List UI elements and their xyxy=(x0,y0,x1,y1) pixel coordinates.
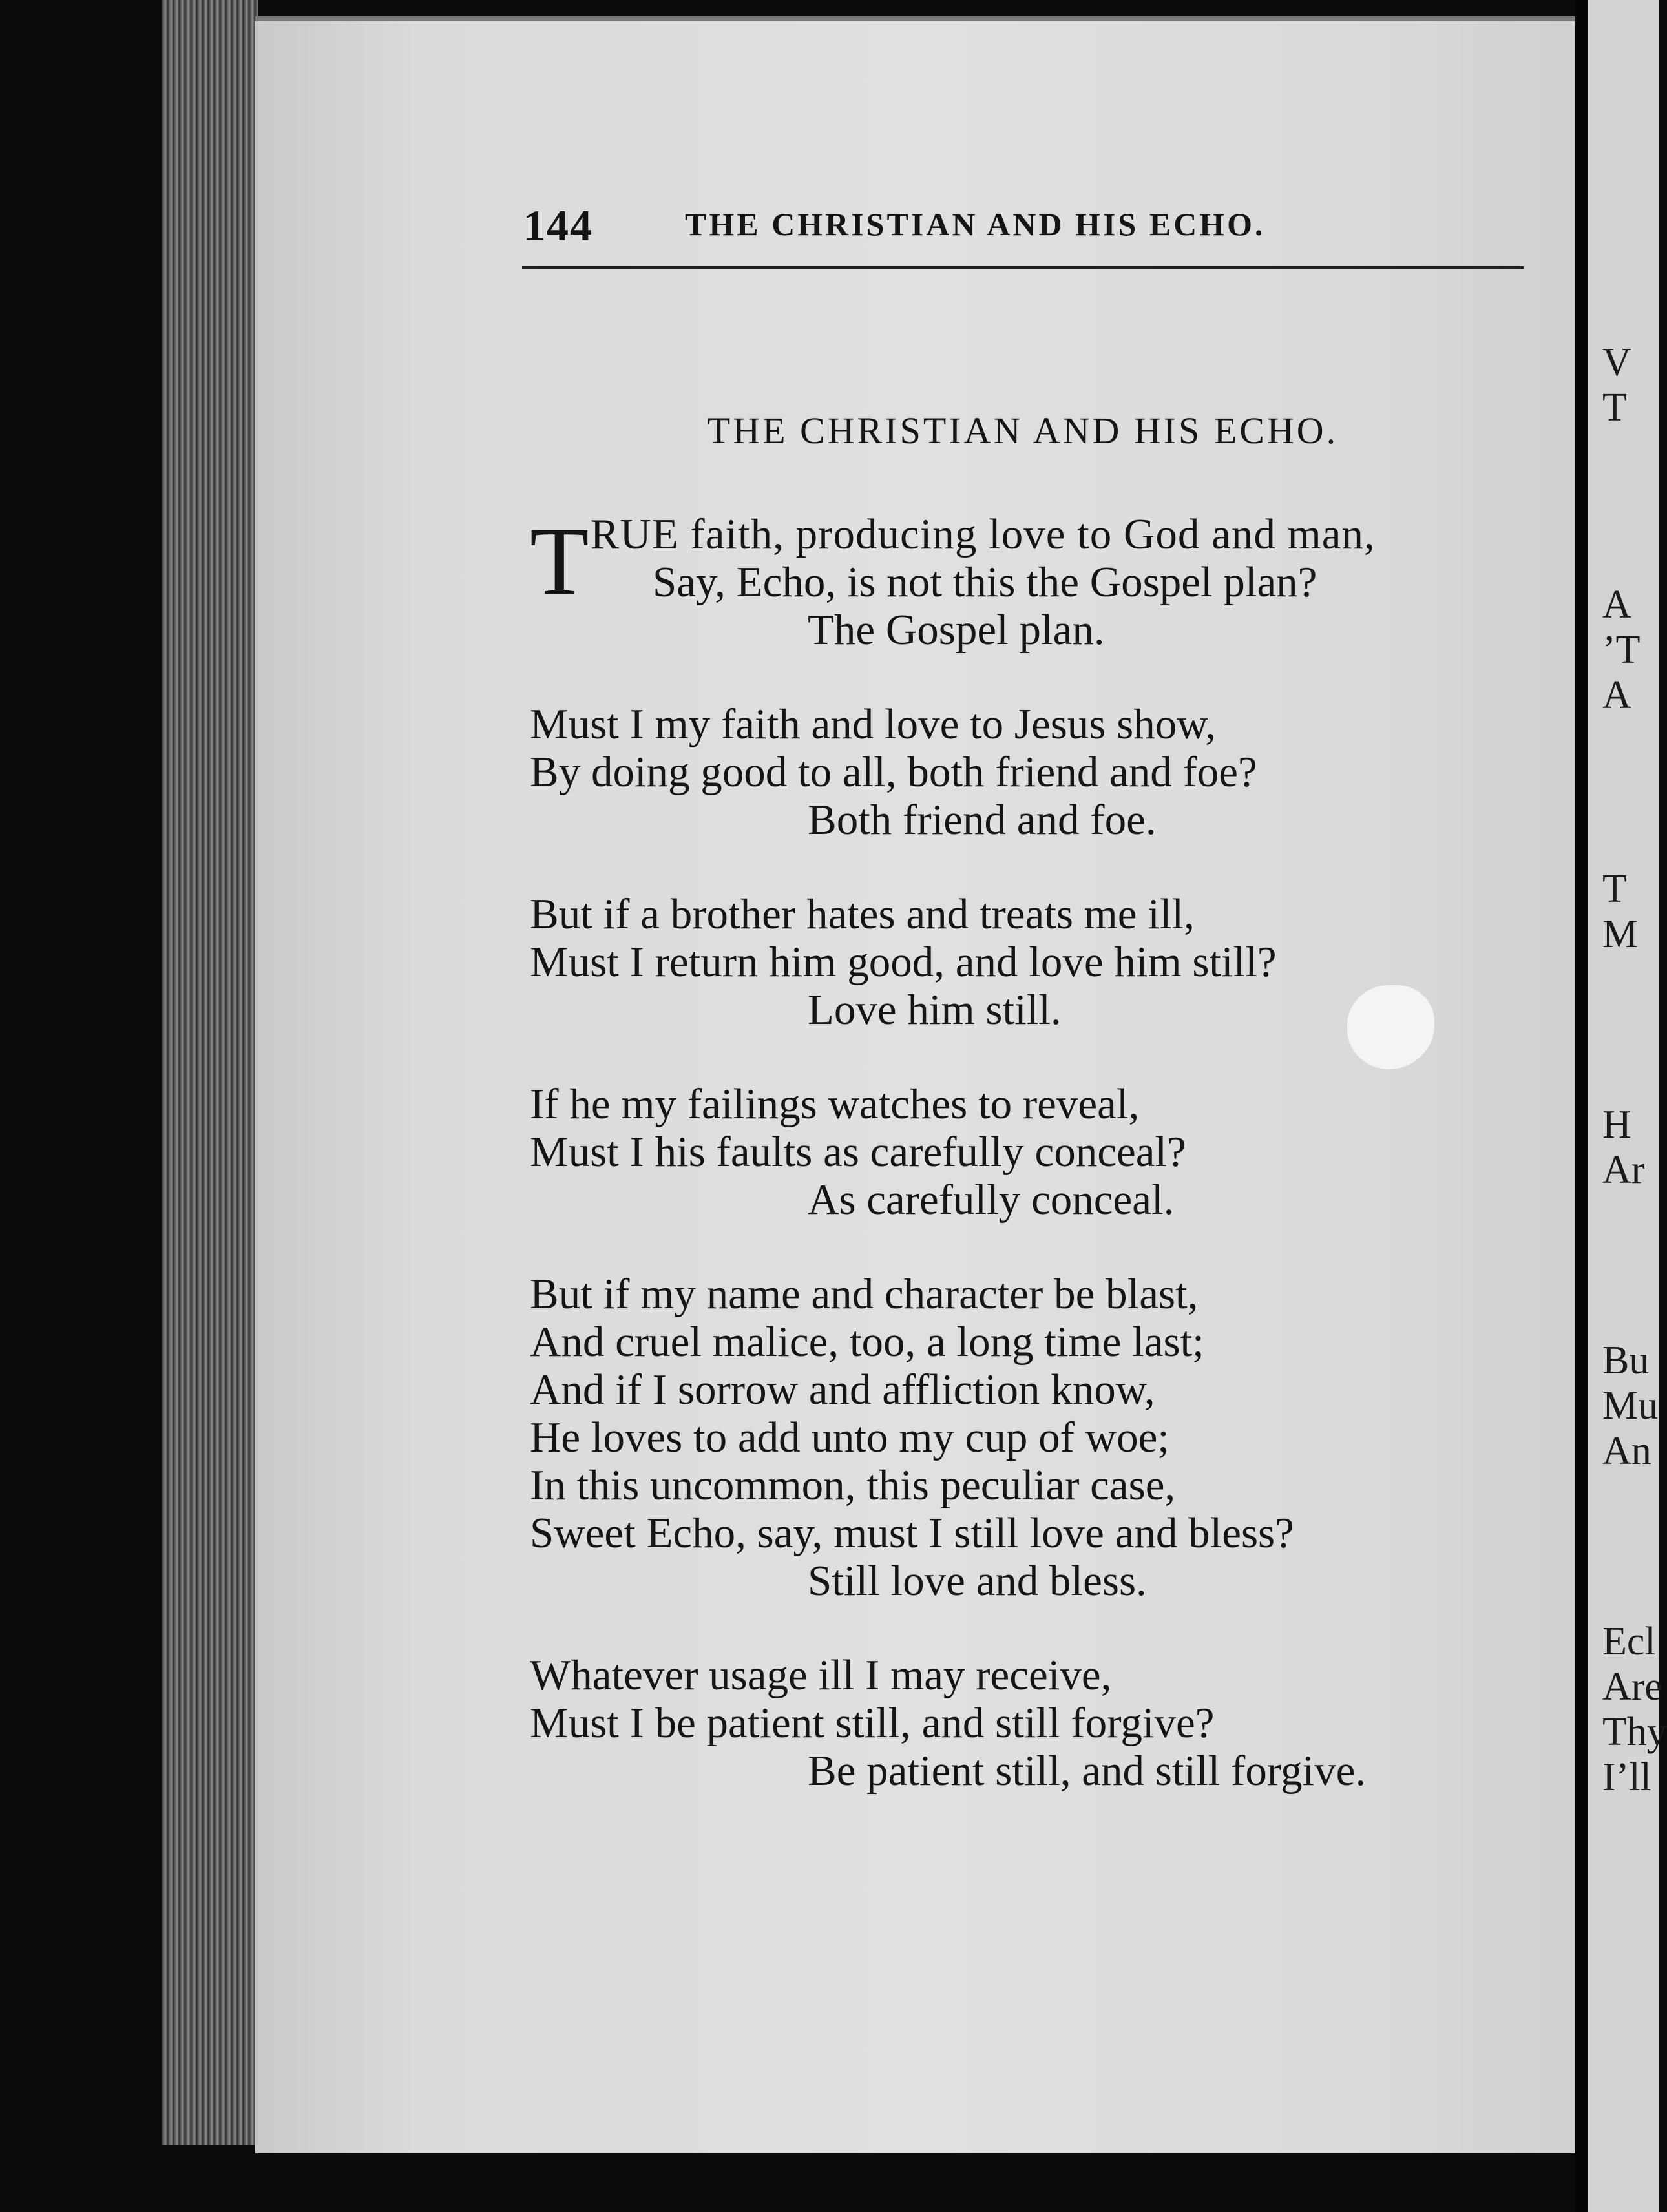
facing-page-fragment: H xyxy=(1602,1103,1631,1147)
header-rule xyxy=(522,266,1524,269)
poem-line: By doing good to all, both friend and foe? xyxy=(530,748,1257,796)
echo-line: Still love and bless. xyxy=(808,1557,1147,1605)
facing-page-fragment: I’ll xyxy=(1602,1755,1651,1799)
facing-page-fragment: M xyxy=(1602,912,1639,956)
echo-line: Be patient still, and still forgive. xyxy=(808,1747,1367,1795)
poem-body xyxy=(530,510,1538,1795)
stanza-5 xyxy=(530,1270,1538,1605)
stanza-4 xyxy=(530,1080,1538,1224)
facing-page xyxy=(1588,0,1667,2212)
facing-page-fragment: T xyxy=(1602,386,1627,430)
poem-line: And cruel malice, too, a long time last; xyxy=(530,1318,1204,1366)
echo-line: As carefully conceal. xyxy=(808,1176,1175,1224)
page-edges xyxy=(162,0,258,2145)
poem-line: Sweet Echo, say, must I still love and bless? xyxy=(530,1509,1294,1557)
poem-line: In this uncommon, this peculiar case, xyxy=(530,1461,1176,1509)
facing-page-fragment: An xyxy=(1602,1429,1651,1473)
facing-page-fragment: Ecl xyxy=(1602,1620,1656,1664)
first-line-text: RUE faith, producing love to God and man, xyxy=(590,510,1376,558)
poem-line: Must I my faith and love to Jesus show, xyxy=(530,700,1216,748)
facing-page-fragment: Thy xyxy=(1602,1710,1667,1754)
stanza-6 xyxy=(530,1651,1538,1795)
stanza-1 xyxy=(530,510,1538,654)
facing-page-fragment: Are xyxy=(1602,1665,1662,1709)
poem-line: Must I return him good, and love him still? xyxy=(530,938,1277,986)
facing-page-fragment: ’T xyxy=(1602,628,1641,672)
poem-line: But if a brother hates and treats me ill, xyxy=(530,890,1195,938)
poem-line: And if I sorrow and affliction know, xyxy=(530,1366,1155,1414)
facing-page-fragment: A xyxy=(1602,673,1631,717)
facing-page-fragment: Bu xyxy=(1602,1339,1650,1382)
facing-page-fragment: A xyxy=(1602,583,1631,627)
stanza-2 xyxy=(530,700,1538,844)
poem-line: He loves to add unto my cup of woe; xyxy=(530,1414,1169,1461)
poem-line: Must I be patient still, and still forgive? xyxy=(530,1699,1215,1747)
running-title: THE CHRISTIAN AND HIS ECHO. xyxy=(685,206,1266,242)
echo-line: Both friend and foe. xyxy=(808,796,1157,844)
facing-page-fragment: V xyxy=(1602,340,1631,384)
facing-page-fragment: Ar xyxy=(1602,1148,1645,1192)
facing-page-fragment: T xyxy=(1602,867,1627,911)
poem-line xyxy=(530,510,1538,558)
echo-line: Love him still. xyxy=(808,986,1062,1034)
poem-line: Whatever usage ill I may receive, xyxy=(530,1651,1112,1699)
poem-line: Must I his faults as carefully conceal? xyxy=(530,1128,1186,1176)
running-head xyxy=(523,200,1383,252)
facing-page-fragment: Mu xyxy=(1602,1384,1659,1428)
poem-line: If he my failings watches to reveal, xyxy=(530,1080,1140,1128)
poem-title: THE CHRISTIAN AND HIS ECHO. xyxy=(707,410,1339,452)
book-gutter xyxy=(1575,0,1588,2212)
poem-line: Say, Echo, is not this the Gospel plan? xyxy=(653,558,1317,606)
drop-cap: T xyxy=(530,508,589,615)
poem-line: But if my name and character be blast, xyxy=(530,1270,1199,1318)
page-number: 144 xyxy=(523,201,593,250)
echo-line: The Gospel plan. xyxy=(808,606,1105,654)
